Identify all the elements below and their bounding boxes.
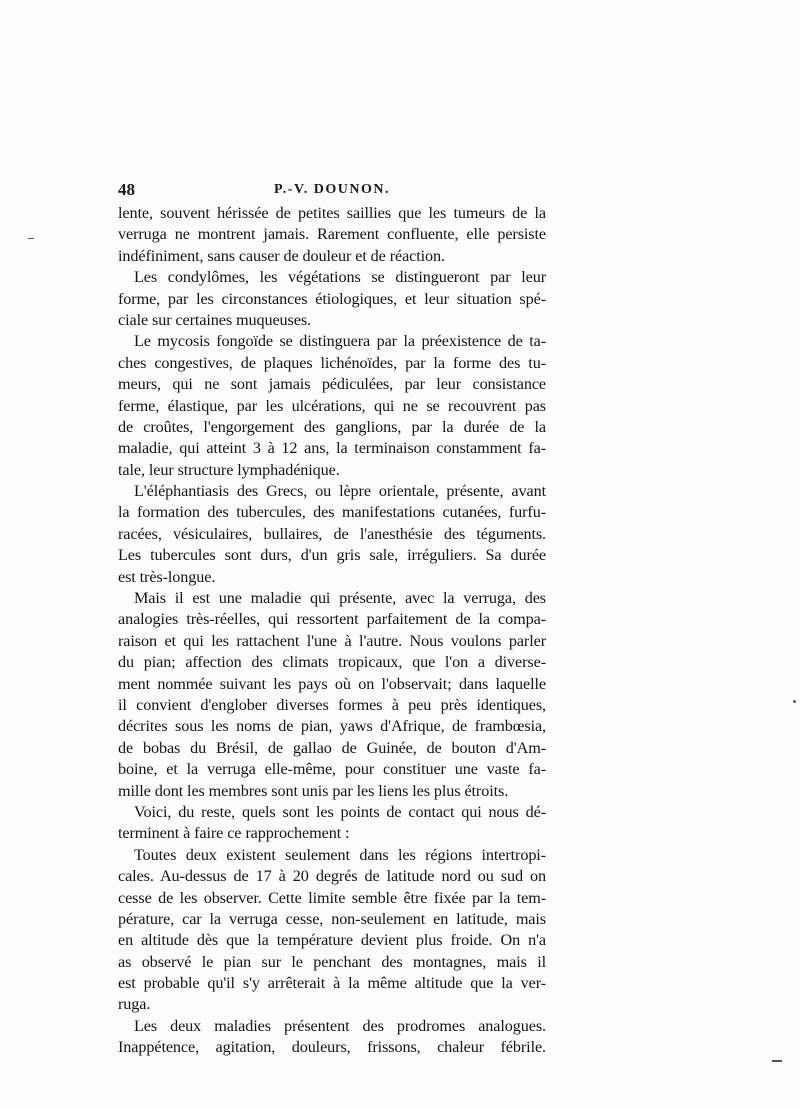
text-line: est très-longue. xyxy=(118,567,216,586)
page-header xyxy=(118,180,546,202)
text-line: du pian; affection des climats tropicaux, que l'on a diverse- xyxy=(118,653,546,672)
text-line: racées, vésiculaires, bullaires, de l'anesthésie des téguments. xyxy=(118,524,546,543)
body-text xyxy=(118,203,546,1059)
text-line: ches congestives, de plaques lichénoïdes, par la forme des tu- xyxy=(118,353,546,372)
text-line: Le mycosis fongoïde se distinguera par la préexistence de ta- xyxy=(134,332,546,351)
text-line: L'éléphantiasis des Grecs, ou lèpre orientale, présente, avant xyxy=(134,482,546,501)
text-line: indéfiniment, sans causer de douleur et de réaction. xyxy=(118,246,445,265)
text-line: as observé le pian sur le penchant des montagnes, mais il xyxy=(118,952,546,971)
text-line: lente, souvent hérissée de petites saillies que les tumeurs de la xyxy=(118,204,546,222)
text-line: tale, leur structure lymphadénique. xyxy=(118,460,340,479)
text-line: de croûtes, l'engorgement des ganglions, par la durée de la xyxy=(118,417,546,436)
margin-speck xyxy=(793,700,796,703)
text-line: il convient d'englober diverses formes à peu près identiques, xyxy=(118,695,546,714)
running-head: P.-V. DOUNON. xyxy=(274,182,390,197)
text-line: maladie, qui atteint 3 à 12 ans, la terminaison constamment fa- xyxy=(118,439,546,458)
text-line: cales. Au-dessus de 17 à 20 degrés de latitude nord ou sud on xyxy=(118,867,546,886)
text-line: analogies très-réelles, qui ressortent parfaitement de la compa- xyxy=(118,610,546,629)
text-line: raison et qui les rattachent l'une à l'autre. Nous voulons parler xyxy=(118,631,546,650)
text-line: Les tubercules sont durs, d'un gris sale, irréguliers. Sa durée xyxy=(118,546,546,565)
text-line: ruga. xyxy=(118,995,151,1014)
margin-speck xyxy=(772,1060,782,1062)
text-line: Les deux maladies présentent des prodromes analogues. xyxy=(134,1016,546,1035)
text-line: Les condylômes, les végétations se distingueront par leur xyxy=(134,268,546,287)
text-line: meurs, qui ne sont jamais pédiculées, par leur consistance xyxy=(118,375,546,394)
text-line: en altitude dès que la température devient plus froide. On n'a xyxy=(118,931,546,950)
text-line: est probable qu'il s'y arrêterait à la même altitude que la ver- xyxy=(118,974,546,993)
text-line: mille dont les membres sont unis par les liens les plus étroits. xyxy=(118,781,509,800)
text-line: boine, et la verruga elle-même, pour constituer une vaste fa- xyxy=(118,760,546,779)
text-line: pérature, car la verruga cesse, non-seulement en latitude, mais xyxy=(118,909,546,928)
text-line: Mais il est une maladie qui présente, avec la verruga, des xyxy=(134,589,546,608)
text-line: forme, par les circonstances étiologiques, et leur situation spé- xyxy=(118,289,546,308)
text-line: ciale sur certaines muqueuses. xyxy=(118,310,311,329)
page-number: 48 xyxy=(118,180,135,199)
text-line: la formation des tubercules, des manifestations cutanées, furfu- xyxy=(118,503,546,522)
text-line: de bobas du Brésil, de gallao de Guinée, de bouton d'Am- xyxy=(118,738,546,757)
text-line: cesse de les observer. Cette limite semble être fixée par la tem- xyxy=(118,888,546,907)
text-line: Toutes deux existent seulement dans les régions intertropi- xyxy=(134,845,546,864)
text-line: verruga ne montrent jamais. Rarement confluente, elle persiste xyxy=(118,225,546,244)
text-line: ferme, élastique, par les ulcérations, qui ne se recouvrent pas xyxy=(118,396,546,415)
text-line: Inappétence, agitation, douleurs, frissons, chaleur fébrile. xyxy=(118,1038,546,1057)
margin-speck xyxy=(28,238,34,239)
text-line: terminent à faire ce rapprochement : xyxy=(118,824,350,843)
text-line: décrites sous les noms de pian, yaws d'Afrique, de frambœsia, xyxy=(118,717,546,736)
text-line: ment nommée suivant les pays où on l'observait; dans laquelle xyxy=(118,674,546,693)
text-line: Voici, du reste, quels sont les points de contact qui nous dé- xyxy=(134,802,546,821)
